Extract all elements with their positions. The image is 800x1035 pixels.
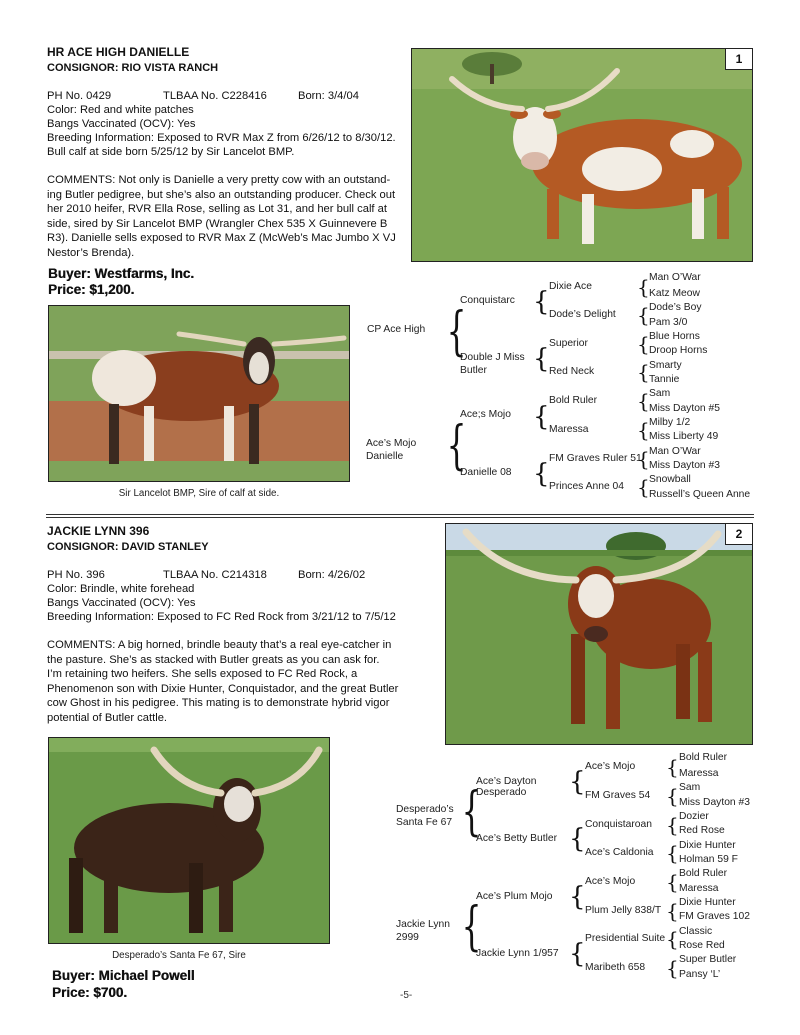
pedigree-g2: Ace;s Mojo [460,409,511,420]
pedigree-g2-line: Butler [460,364,487,376]
pedigree-g4: Russell’s Queen Anne [649,489,751,500]
pedigree-g2: Danielle 08 [460,467,512,478]
brace: { [666,870,679,894]
comment-line: potential of Butler cattle. [47,711,168,724]
lot1-consignor: CONSIGNOR: RIO VISTA RANCH [47,62,219,74]
pedigree-g4: Man O’War [649,272,701,283]
pedigree-g4: Katz Meow [649,288,700,299]
pedigree-g3: Ace’s Caldonia [585,847,654,858]
lot1-number-badge: 1 [725,49,752,70]
pedigree-g3: Ace’s Mojo [585,876,636,887]
pedigree-g2: Ace’s Betty Butler [476,833,558,844]
brace: { [637,475,650,499]
pedigree-g4: Holman 59 F [679,854,738,865]
lot1-breeding-line2: Bull calf at side born 5/25/12 by Sir Lancelot BMP. [47,146,295,158]
pedigree-root [366,438,416,463]
section-divider [46,517,754,518]
pedigree-root-line: Danielle [366,450,404,462]
pedigree-g2 [476,776,536,799]
pedigree-g2-line: Ace’s Dayton [476,776,537,787]
brace: { [666,956,679,980]
pedigree-g4: Rose Red [679,940,725,951]
pedigree-g2-line: Double J Miss [460,352,525,363]
pedigree-g3: FM Graves 54 [585,790,651,801]
lot2-price: Price: $700. [52,985,128,1000]
lot2-comments [47,638,398,725]
pedigree-g3: Dode’s Delight [549,309,616,320]
pedigree-g3: Princes Anne 04 [549,481,624,492]
pedigree-root-line: Ace’s Mojo [366,438,417,449]
pedigree-g2-line: Desperado [476,786,527,798]
brace: { [533,402,550,432]
pedigree-g2: Conquistarc [460,295,515,306]
pedigree-sire-line: Santa Fe 67 [396,816,453,828]
brace: { [637,447,650,471]
comment-line: her 2010 heifer, RVR Ella Rose, selling as Lot 31, and her bull calf at [47,203,387,215]
pedigree-g4: Smarty [649,360,682,371]
brace: { [666,813,679,837]
lot1-ph: PH No. 0429 [47,90,112,102]
pedigree-sire-line: Desperado’s [396,804,454,815]
lot2-cow-photo [445,523,753,745]
brace: { [666,899,679,923]
pedigree-dam-line: Jackie Lynn [396,919,450,930]
brace: { [637,418,650,442]
lot2-tlbaa: TLBAA No. C214318 [163,569,267,581]
comment-line: Phenomenon son with Dixie Hunter, Conquistador, and the great Butler [47,682,399,695]
brace: { [533,459,550,489]
brace: { [637,332,650,356]
brace: { [446,302,467,362]
pedigree-g4: Sam [679,782,701,793]
lot1-breeding-line1: Breeding Information: Exposed to RVR Max Z from 6/26/12 to 8/30/12. [47,132,396,144]
pedigree-g4: Miss Dayton #5 [649,403,720,414]
brace: { [569,824,586,854]
pedigree-g3: Maressa [549,424,589,435]
lot1-photo-caption: Sir Lancelot BMP, Sire of calf at side. [118,488,280,499]
lot2-sire-photo [48,737,330,944]
pedigree-g4: Dode’s Boy [649,302,702,313]
comment-line: cow Ghost in his pedigree. This mating is to demonstrate hybrid vigor [47,697,390,709]
pedigree-g4: Maressa [679,768,719,779]
pedigree-g4: Red Rose [679,825,725,836]
pedigree-sire: CP Ace High [367,324,426,335]
brace: { [666,784,679,808]
pedigree-g4: Dixie Hunter [679,840,736,851]
pedigree-g4: Miss Dayton #3 [679,797,750,808]
lot1-sire-photo [48,305,350,482]
brace: { [569,767,586,797]
lot1-title: HR ACE HIGH DANIELLE [47,45,190,59]
lot1-comments [47,173,396,260]
brace: { [666,755,679,779]
comment-line: side, sired by Sir Lancelot BMP (Wrangler Chex 535 X Guinnevere B [47,217,388,230]
comment-line: I’m retaining two heifers. She sells exposed to FC Red Rock, a [47,668,358,680]
lot2-color: Color: Brindle, white forehead [47,583,195,595]
lot1-buyer: Buyer: Westfarms, Inc. [48,266,195,281]
pedigree-g3: Bold Ruler [549,395,598,406]
pedigree-g4: Blue Horns [649,331,700,342]
brace: { [637,389,650,413]
pedigree-g4: Man O’War [649,446,701,457]
comment-line: COMMENTS: A big horned, brindle beauty that’s a real eye-catcher in [47,639,392,651]
lot2-title: JACKIE LYNN 396 [47,524,150,538]
pedigree-dam-line: 2999 [396,931,419,943]
lot1-price: Price: $1,200. [48,282,135,297]
pedigree-g3: Superior [549,338,588,349]
comment-line: ing Butler pedigree, but she’s also an outstanding producer. Check out [47,188,396,201]
brace: { [666,927,679,951]
lot2-ph: PH No. 396 [47,569,105,581]
lot1-born: Born: 3/4/04 [298,90,359,102]
brace: { [637,275,650,299]
lot2-number-badge: 2 [725,524,752,545]
brace: { [666,841,679,865]
pedigree-g3: Ace’s Mojo [585,761,636,772]
comment-line: R3). Danielle sells exposed to RVR Max Z (McWeb’s Mac Jumbo X VJ [47,232,396,244]
pedigree-g4: Bold Ruler [679,868,728,879]
pedigree-g4: Snowball [649,474,691,485]
pedigree-g4: Tannie [649,374,680,385]
pedigree-g3: FM Graves Ruler 51 [549,453,642,464]
pedigree-g3: Maribeth 658 [585,962,646,973]
comment-line: COMMENTS: Not only is Danielle a very pretty cow with an outstand- [47,174,391,186]
lot1-tlbaa: TLBAA No. C228416 [163,90,267,102]
pedigree-g3: Red Neck [549,366,595,377]
pedigree-g4: Miss Liberty 49 [649,431,719,442]
brace: { [569,882,586,912]
pedigree-g4: Maressa [679,883,719,894]
brace: { [533,287,550,317]
brace: { [637,360,650,384]
pedigree-g4: Droop Horns [649,345,708,356]
lot2-breeding: Breeding Information: Exposed to FC Red Rock from 3/21/12 to 7/5/12 [47,611,396,623]
section-divider [46,514,754,515]
brace: { [461,897,482,957]
pedigree-dam [396,919,450,944]
lot2-consignor: CONSIGNOR: DAVID STANLEY [47,541,209,553]
lot1-bangs: Bangs Vaccinated (OCV): Yes [47,118,196,130]
brace: { [569,939,586,969]
brace: { [637,303,650,327]
pedigree-g3: Conquistaroan [585,819,652,830]
pedigree-g4: Miss Dayton #3 [649,460,720,471]
pedigree-g3: Dixie Ace [549,281,592,292]
pedigree-g3: Plum Jelly 838/T [585,905,662,916]
pedigree-g4: Super Butler [679,954,737,965]
pedigree-g2: Jackie Lynn 1/957 [476,948,559,959]
pedigree-g2: Ace’s Plum Mojo [476,891,553,902]
pedigree-g4: Milby 1/2 [649,417,691,428]
pedigree-g4: Sam [649,388,671,399]
page-number: -5- [400,990,413,1001]
pedigree-g4: Pansy ‘L’ [679,969,721,980]
lot1-color: Color: Red and white patches [47,104,194,116]
pedigree-g4: Dozier [679,811,709,822]
lot2-bangs: Bangs Vaccinated (OCV): Yes [47,597,196,609]
lot1-cow-photo [411,48,753,262]
lot2-born: Born: 4/26/02 [298,569,366,581]
brace: { [446,416,467,476]
pedigree-g4: FM Graves 102 [679,911,750,922]
comment-line: the pasture. She’s as stacked with Butler greats as you can ask for. [47,653,380,666]
brace: { [461,782,482,842]
pedigree-g4: Classic [679,926,713,937]
pedigree-sire [396,804,454,829]
pedigree-g2 [460,352,525,377]
brace: { [533,344,550,374]
comment-line: Nestor’s Brenda). [47,246,135,259]
pedigree-g4: Pam 3/0 [649,317,688,328]
lot2-buyer: Buyer: Michael Powell [52,968,195,983]
pedigree-g4: Dixie Hunter [679,897,736,908]
lot2-photo-caption: Desperado’s Santa Fe 67, Sire [112,950,246,961]
pedigree-g3: Presidential Suite [585,933,666,944]
pedigree-g4: Bold Ruler [679,752,728,763]
